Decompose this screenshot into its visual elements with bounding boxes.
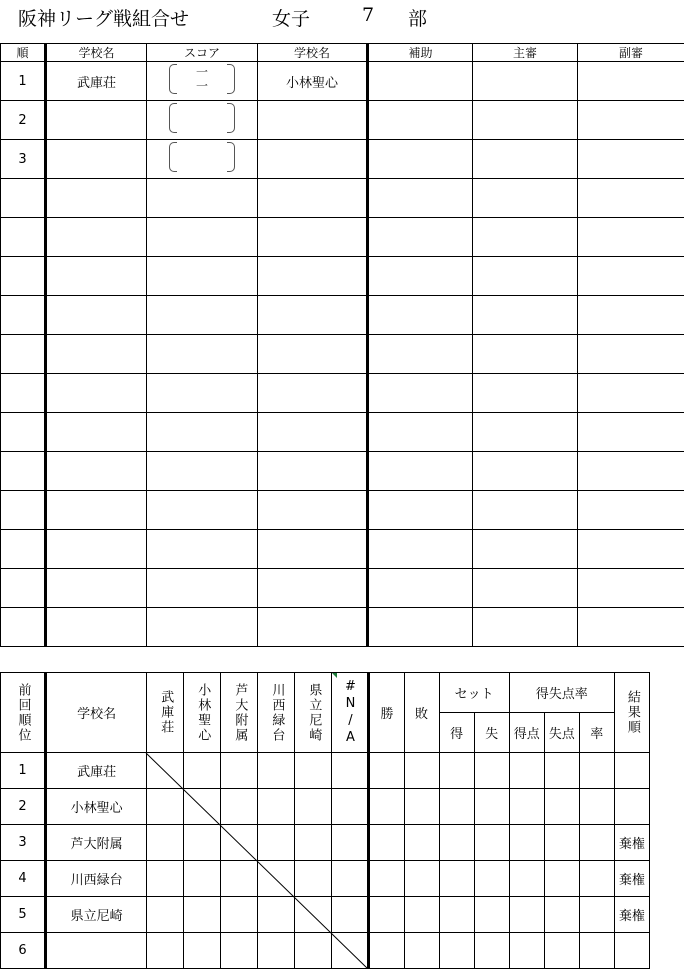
score-dash: 一 xyxy=(195,65,208,79)
category-label: 女子 xyxy=(272,8,311,30)
team-b-cell[interactable] xyxy=(258,296,368,335)
school-cell[interactable]: 小林聖心 xyxy=(46,789,147,825)
points-for-cell[interactable] xyxy=(509,861,544,897)
school-cell[interactable]: 芦大附属 xyxy=(46,825,147,861)
team-a-cell[interactable] xyxy=(46,413,147,452)
score-cell[interactable] xyxy=(147,179,258,218)
points-for-cell[interactable] xyxy=(509,825,544,861)
referee-cell[interactable] xyxy=(473,569,578,608)
match-no-cell[interactable] xyxy=(1,491,46,530)
assistant-cell[interactable] xyxy=(368,413,473,452)
team-a-cell[interactable] xyxy=(46,335,147,374)
match-no-cell[interactable] xyxy=(1,413,46,452)
wins-cell[interactable] xyxy=(369,753,404,789)
points-against-cell[interactable] xyxy=(544,933,579,969)
standings-row xyxy=(1,753,650,789)
score-cell[interactable] xyxy=(147,530,258,569)
score-cell[interactable] xyxy=(147,257,258,296)
team-a-cell[interactable]: 武庫荘 xyxy=(46,62,147,101)
opponent-result-cell[interactable] xyxy=(147,825,184,861)
set-won-header: 得 xyxy=(439,713,474,753)
team-b-cell[interactable] xyxy=(258,335,368,374)
points-for-cell[interactable] xyxy=(509,897,544,933)
match-no-cell[interactable] xyxy=(1,296,46,335)
sets-lost-cell[interactable] xyxy=(474,861,509,897)
right-bracket xyxy=(227,103,235,133)
opponent-result-cell[interactable] xyxy=(295,897,332,933)
opponent-result-cell[interactable] xyxy=(258,753,295,789)
opp-header-1: 武庫荘 xyxy=(147,673,184,753)
referee-cell[interactable] xyxy=(473,530,578,569)
team-b-cell[interactable] xyxy=(258,569,368,608)
sets-lost-cell[interactable] xyxy=(474,897,509,933)
opponent-result-cell[interactable] xyxy=(221,933,258,969)
match-no-cell[interactable] xyxy=(1,335,46,374)
sets-won-cell[interactable] xyxy=(439,933,474,969)
assistant-cell[interactable] xyxy=(368,491,473,530)
score-cell[interactable] xyxy=(147,218,258,257)
opp-header-2: 小林聖心 xyxy=(184,673,221,753)
sub-referee-cell[interactable] xyxy=(578,62,684,101)
result-cell[interactable]: 棄権 xyxy=(614,897,649,933)
opponent-result-cell[interactable] xyxy=(295,933,332,969)
sets-lost-cell[interactable] xyxy=(474,789,509,825)
sub-referee-cell[interactable] xyxy=(578,452,684,491)
referee-cell[interactable] xyxy=(473,608,578,647)
opponent-result-cell[interactable] xyxy=(184,933,221,969)
opponent-result-cell[interactable] xyxy=(332,825,369,861)
points-ratio-cell[interactable] xyxy=(579,933,614,969)
assistant-cell[interactable] xyxy=(368,296,473,335)
assistant-cell[interactable] xyxy=(368,257,473,296)
assistant-cell[interactable] xyxy=(368,335,473,374)
left-bracket xyxy=(169,103,177,133)
match-no-cell[interactable] xyxy=(1,374,46,413)
standings-row xyxy=(1,861,650,897)
division-number: 7 xyxy=(362,4,375,26)
opponent-result-cell[interactable] xyxy=(332,753,369,789)
loss-header: 敗 xyxy=(404,673,439,753)
score-cell[interactable] xyxy=(147,413,258,452)
team-a-cell[interactable] xyxy=(46,140,147,179)
match-row xyxy=(1,452,684,491)
opp-header-4: 川西緑台 xyxy=(258,673,295,753)
team-b-cell[interactable] xyxy=(258,374,368,413)
sheet-title: 阪神リーグ戦組合せ xyxy=(18,8,190,30)
assistant-cell[interactable] xyxy=(368,608,473,647)
wins-cell[interactable] xyxy=(369,789,404,825)
opponent-result-cell[interactable] xyxy=(332,933,369,969)
opponent-result-cell[interactable] xyxy=(221,753,258,789)
referee-cell[interactable] xyxy=(473,335,578,374)
school-cell[interactable]: 武庫荘 xyxy=(46,753,147,789)
points-for-cell[interactable] xyxy=(509,789,544,825)
match-no-cell[interactable] xyxy=(1,218,46,257)
opponent-result-cell[interactable] xyxy=(147,861,184,897)
points-ratio-header: 率 xyxy=(579,713,614,753)
referee-cell[interactable] xyxy=(473,413,578,452)
sub-referee-cell[interactable] xyxy=(578,335,684,374)
referee-cell[interactable] xyxy=(473,257,578,296)
match-table xyxy=(0,43,684,647)
points-for-cell[interactable] xyxy=(509,933,544,969)
assistant-cell[interactable] xyxy=(368,452,473,491)
opponent-result-cell[interactable] xyxy=(221,825,258,861)
school-header: 学校名 xyxy=(46,673,147,753)
sets-lost-cell[interactable] xyxy=(474,753,509,789)
result-cell[interactable] xyxy=(614,933,649,969)
score-dash: 一 xyxy=(195,79,208,93)
sub-referee-cell[interactable] xyxy=(578,569,684,608)
opponent-result-cell[interactable] xyxy=(258,861,295,897)
match-no-cell[interactable] xyxy=(1,452,46,491)
match-row xyxy=(1,569,684,608)
points-for-header: 得点 xyxy=(509,713,544,753)
match-row xyxy=(1,530,684,569)
set-header: セット xyxy=(439,673,509,713)
referee-cell[interactable] xyxy=(473,140,578,179)
match-row xyxy=(1,608,684,647)
opponent-result-cell[interactable] xyxy=(221,789,258,825)
school-cell[interactable]: 県立尼崎 xyxy=(46,897,147,933)
match-row xyxy=(1,101,684,140)
col-score: スコア xyxy=(147,44,258,62)
match-row xyxy=(1,179,684,218)
opponent-result-cell[interactable] xyxy=(295,789,332,825)
prev-rank-cell[interactable]: 2 xyxy=(1,789,46,825)
team-b-cell[interactable] xyxy=(258,179,368,218)
team-b-cell[interactable] xyxy=(258,491,368,530)
points-against-cell[interactable] xyxy=(544,789,579,825)
score-bracket xyxy=(169,142,235,172)
result-cell[interactable] xyxy=(614,789,649,825)
left-bracket xyxy=(169,142,177,172)
opponent-result-cell[interactable] xyxy=(258,789,295,825)
sub-referee-cell[interactable] xyxy=(578,530,684,569)
score-bracket xyxy=(169,103,235,133)
score-cell[interactable] xyxy=(147,296,258,335)
team-a-cell[interactable] xyxy=(46,296,147,335)
wins-cell[interactable] xyxy=(369,897,404,933)
sets-won-cell[interactable] xyxy=(439,825,474,861)
standings-row xyxy=(1,933,650,969)
score-cell[interactable] xyxy=(147,62,258,101)
losses-cell[interactable] xyxy=(404,789,439,825)
sub-referee-cell[interactable] xyxy=(578,374,684,413)
standings-row xyxy=(1,825,650,861)
match-no-cell[interactable] xyxy=(1,569,46,608)
points-header: 得失点率 xyxy=(509,673,614,713)
col-school-b: 学校名 xyxy=(258,44,368,62)
team-a-cell[interactable] xyxy=(46,374,147,413)
losses-cell[interactable] xyxy=(404,933,439,969)
prev-rank-header: 前回順位 xyxy=(1,673,46,753)
prev-rank-cell[interactable]: 3 xyxy=(1,825,46,861)
opponent-result-cell[interactable] xyxy=(147,789,184,825)
opp-header-3: 芦大附属 xyxy=(221,673,258,753)
sub-referee-cell[interactable] xyxy=(578,296,684,335)
team-a-cell[interactable] xyxy=(46,569,147,608)
points-for-cell[interactable] xyxy=(509,753,544,789)
opponent-result-cell[interactable] xyxy=(184,753,221,789)
sub-referee-cell[interactable] xyxy=(578,413,684,452)
opponent-result-cell[interactable] xyxy=(258,825,295,861)
col-school-a: 学校名 xyxy=(46,44,147,62)
sets-won-cell[interactable] xyxy=(439,753,474,789)
referee-cell[interactable] xyxy=(473,452,578,491)
referee-cell[interactable] xyxy=(473,491,578,530)
col-assistant: 補助 xyxy=(368,44,473,62)
score-cell[interactable] xyxy=(147,374,258,413)
points-against-header: 失点 xyxy=(544,713,579,753)
assistant-cell[interactable] xyxy=(368,569,473,608)
score-cell[interactable] xyxy=(147,335,258,374)
score-cell[interactable] xyxy=(147,491,258,530)
match-row xyxy=(1,62,684,101)
team-b-cell[interactable] xyxy=(258,257,368,296)
wins-cell[interactable] xyxy=(369,861,404,897)
team-b-cell[interactable] xyxy=(258,530,368,569)
match-row xyxy=(1,296,684,335)
sets-won-cell[interactable] xyxy=(439,789,474,825)
match-row xyxy=(1,335,684,374)
team-a-cell[interactable] xyxy=(46,452,147,491)
prev-rank-cell[interactable]: 4 xyxy=(1,861,46,897)
points-against-cell[interactable] xyxy=(544,861,579,897)
score-cell[interactable] xyxy=(147,608,258,647)
referee-cell[interactable] xyxy=(473,62,578,101)
assistant-cell[interactable] xyxy=(368,530,473,569)
opponent-result-cell[interactable] xyxy=(332,789,369,825)
sub-referee-cell[interactable] xyxy=(578,218,684,257)
match-row xyxy=(1,374,684,413)
opp-header-5: 県立尼崎 xyxy=(295,673,332,753)
match-no-cell[interactable]: 1 xyxy=(1,62,46,101)
opponent-result-cell[interactable] xyxy=(332,861,369,897)
referee-cell[interactable] xyxy=(473,296,578,335)
score-bracket xyxy=(169,64,235,94)
sets-lost-cell[interactable] xyxy=(474,933,509,969)
opponent-result-cell[interactable] xyxy=(295,825,332,861)
match-no-cell[interactable]: 3 xyxy=(1,140,46,179)
team-b-cell[interactable] xyxy=(258,101,368,140)
sets-won-cell[interactable] xyxy=(439,897,474,933)
points-ratio-cell[interactable] xyxy=(579,825,614,861)
sub-referee-cell[interactable] xyxy=(578,257,684,296)
team-a-cell[interactable] xyxy=(46,218,147,257)
school-cell[interactable]: 川西緑台 xyxy=(46,861,147,897)
opponent-result-cell[interactable] xyxy=(184,789,221,825)
score-cell[interactable] xyxy=(147,140,258,179)
points-ratio-cell[interactable] xyxy=(579,789,614,825)
error-marker-icon xyxy=(332,673,337,678)
opponent-result-cell[interactable] xyxy=(258,933,295,969)
referee-cell[interactable] xyxy=(473,101,578,140)
match-no-cell[interactable] xyxy=(1,608,46,647)
sub-referee-cell[interactable] xyxy=(578,179,684,218)
team-a-cell[interactable] xyxy=(46,608,147,647)
points-against-cell[interactable] xyxy=(544,753,579,789)
match-row xyxy=(1,218,684,257)
team-a-cell[interactable] xyxy=(46,530,147,569)
score-cell[interactable] xyxy=(147,101,258,140)
match-no-cell[interactable]: 2 xyxy=(1,101,46,140)
team-b-cell[interactable] xyxy=(258,608,368,647)
result-cell[interactable] xyxy=(614,753,649,789)
losses-cell[interactable] xyxy=(404,897,439,933)
referee-cell[interactable] xyxy=(473,179,578,218)
sub-referee-cell[interactable] xyxy=(578,140,684,179)
match-table-header xyxy=(1,44,684,62)
referee-cell[interactable] xyxy=(473,374,578,413)
opponent-result-cell[interactable] xyxy=(332,897,369,933)
match-no-cell[interactable] xyxy=(1,179,46,218)
assistant-cell[interactable] xyxy=(368,62,473,101)
points-ratio-cell[interactable] xyxy=(579,897,614,933)
team-a-cell[interactable] xyxy=(46,491,147,530)
losses-cell[interactable] xyxy=(404,753,439,789)
losses-cell[interactable] xyxy=(404,861,439,897)
team-a-cell[interactable] xyxy=(46,179,147,218)
points-ratio-cell[interactable] xyxy=(579,753,614,789)
opponent-result-cell[interactable] xyxy=(221,861,258,897)
prev-rank-cell[interactable]: 6 xyxy=(1,933,46,969)
opponent-result-cell[interactable] xyxy=(295,753,332,789)
opponent-result-cell[interactable] xyxy=(295,861,332,897)
team-b-cell[interactable] xyxy=(258,140,368,179)
right-bracket xyxy=(227,142,235,172)
opponent-result-cell[interactable] xyxy=(184,897,221,933)
prev-rank-cell[interactable]: 1 xyxy=(1,753,46,789)
sub-referee-cell[interactable] xyxy=(578,608,684,647)
referee-cell[interactable] xyxy=(473,218,578,257)
standings-row xyxy=(1,897,650,933)
win-header: 勝 xyxy=(369,673,404,753)
sets-won-cell[interactable] xyxy=(439,861,474,897)
team-b-cell[interactable] xyxy=(258,413,368,452)
points-ratio-cell[interactable] xyxy=(579,861,614,897)
opponent-result-cell[interactable] xyxy=(147,933,184,969)
losses-cell[interactable] xyxy=(404,825,439,861)
match-row xyxy=(1,491,684,530)
score-cell[interactable] xyxy=(147,569,258,608)
match-row xyxy=(1,140,684,179)
assistant-cell[interactable] xyxy=(368,218,473,257)
team-a-cell[interactable] xyxy=(46,101,147,140)
col-order: 順 xyxy=(1,44,46,62)
score-cell[interactable] xyxy=(147,452,258,491)
sets-lost-cell[interactable] xyxy=(474,825,509,861)
team-b-cell[interactable] xyxy=(258,452,368,491)
standings-row xyxy=(1,789,650,825)
opponent-result-cell[interactable] xyxy=(221,897,258,933)
opponent-result-cell[interactable] xyxy=(147,753,184,789)
assistant-cell[interactable] xyxy=(368,101,473,140)
opponent-result-cell[interactable] xyxy=(184,861,221,897)
points-against-cell[interactable] xyxy=(544,897,579,933)
result-cell[interactable]: 棄権 xyxy=(614,825,649,861)
set-lost-header: 失 xyxy=(474,713,509,753)
school-cell[interactable] xyxy=(46,933,147,969)
opponent-result-cell[interactable] xyxy=(258,897,295,933)
assistant-cell[interactable] xyxy=(368,374,473,413)
assistant-cell[interactable] xyxy=(368,140,473,179)
opp-header-6: #N/A xyxy=(332,673,369,753)
prev-rank-cell[interactable]: 5 xyxy=(1,897,46,933)
wins-cell[interactable] xyxy=(369,825,404,861)
match-row xyxy=(1,257,684,296)
sub-referee-cell[interactable] xyxy=(578,101,684,140)
match-row xyxy=(1,413,684,452)
result-header: 結果順 xyxy=(614,673,649,753)
team-b-cell[interactable] xyxy=(258,218,368,257)
opponent-result-cell[interactable] xyxy=(184,825,221,861)
sub-referee-cell[interactable] xyxy=(578,491,684,530)
col-referee: 主審 xyxy=(473,44,578,62)
result-cell[interactable]: 棄権 xyxy=(614,861,649,897)
col-sub-referee: 副審 xyxy=(578,44,684,62)
assistant-cell[interactable] xyxy=(368,179,473,218)
match-no-cell[interactable] xyxy=(1,530,46,569)
opponent-result-cell[interactable] xyxy=(147,897,184,933)
division-suffix: 部 xyxy=(408,8,428,30)
wins-cell[interactable] xyxy=(369,933,404,969)
standings-header-row-1 xyxy=(1,673,650,713)
team-b-cell[interactable]: 小林聖心 xyxy=(258,62,368,101)
standings-table xyxy=(0,672,650,969)
match-no-cell[interactable] xyxy=(1,257,46,296)
points-against-cell[interactable] xyxy=(544,825,579,861)
team-a-cell[interactable] xyxy=(46,257,147,296)
